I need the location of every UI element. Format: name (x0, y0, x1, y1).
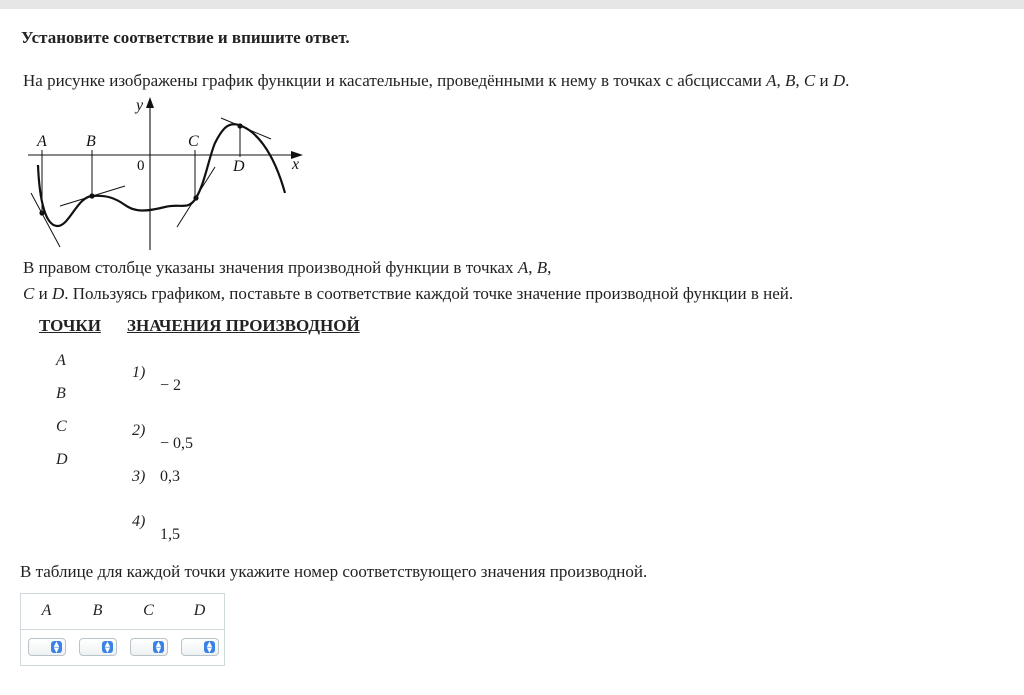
tangent-a (31, 193, 60, 247)
tangent-d (221, 118, 271, 139)
task-title: Установите соответствие и впишите ответ. (21, 28, 350, 47)
values-header: ЗНАЧЕНИЯ ПРОИЗВОДНОЙ (127, 316, 360, 335)
answer-header-d: D (193, 602, 206, 619)
top-bar (0, 0, 1024, 9)
answer-table (20, 593, 225, 666)
point-b-dot (89, 193, 94, 198)
answer-header-b: B (92, 602, 103, 619)
value-2: − 0,5 (160, 435, 194, 452)
graph-label-b: B (86, 133, 96, 150)
value-4: 1,5 (160, 526, 180, 543)
instruction-text: В таблице для каждой точки укажите номер соответствующего значения производной. (20, 562, 648, 581)
description-line-1: В правом столбце указаны значения производной функции в точках A, B, (23, 258, 552, 277)
answer-select-c[interactable] (130, 638, 168, 656)
answer-header-c: C (143, 602, 154, 619)
value-number-3: 3) (132, 468, 146, 485)
point-a-dot (39, 210, 44, 215)
value-1: − 2 (160, 377, 182, 394)
value-number-1: 1) (132, 364, 146, 381)
points-header: ТОЧКИ (39, 316, 101, 335)
point-c-dot (193, 195, 198, 200)
select-arrows-icon: ▲ ▼ (102, 641, 113, 653)
value-number-2: 2) (132, 422, 146, 439)
answer-header-row (21, 594, 224, 630)
axis-label-x: x (292, 156, 300, 173)
graph-label-a: A (37, 133, 47, 150)
select-arrows-icon: ▲ ▼ (204, 641, 215, 653)
y-axis-arrow (146, 97, 154, 108)
answer-header-a: A (41, 602, 52, 619)
answer-select-d[interactable] (181, 638, 219, 656)
select-arrows-icon: ▲ ▼ (51, 641, 62, 653)
value-number-4: 4) (132, 513, 146, 530)
value-3: 0,3 (160, 468, 180, 485)
point-b: B (56, 385, 66, 402)
description-line-2: C и D. Пользуясь графиком, поставьте в соответствие каждой точке значение производной функции в ней. (23, 284, 794, 303)
origin-label: 0 (137, 158, 145, 174)
point-c: C (56, 418, 67, 435)
axis-label-y: y (136, 97, 144, 114)
function-graph (25, 95, 310, 255)
graph-label-d: D (233, 158, 245, 175)
answer-select-a[interactable] (28, 638, 66, 656)
answer-select-b[interactable] (79, 638, 117, 656)
point-a: A (56, 352, 66, 369)
intro-text: На рисунке изображены график функции и касательные, проведёнными к нему в точках с абсциссами A, B, C и D. (23, 71, 850, 90)
point-d-dot (237, 123, 242, 128)
graph-label-c: C (188, 133, 199, 150)
point-d: D (56, 451, 68, 468)
function-curve (38, 124, 285, 226)
select-arrows-icon: ▲ ▼ (153, 641, 164, 653)
